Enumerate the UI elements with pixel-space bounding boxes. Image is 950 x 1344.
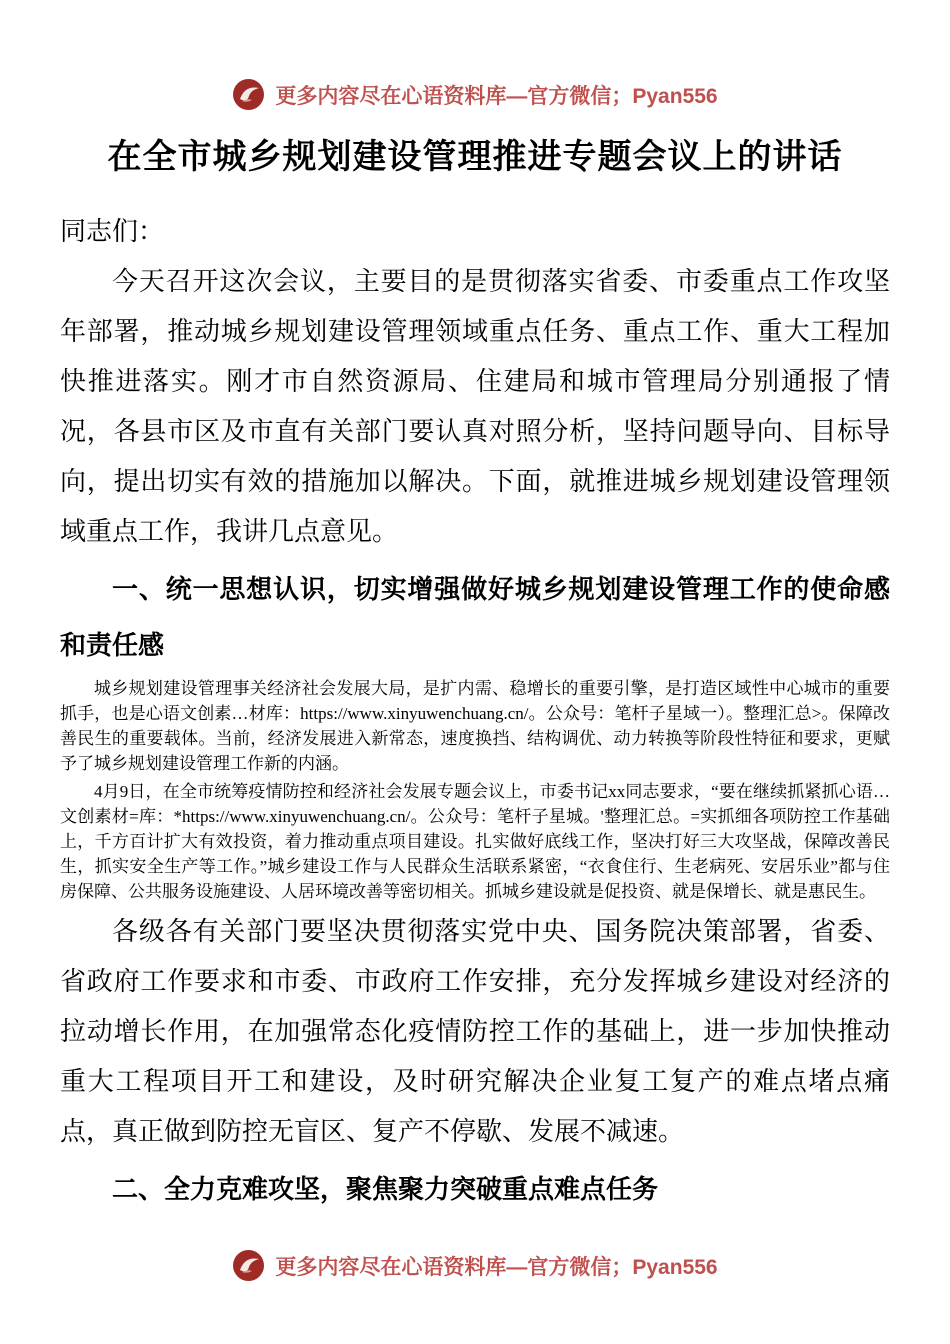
body-paragraph-1: 今天召开这次会议，主要目的是贯彻落实省委、市委重点工作攻坚年部署，推动城乡规划建设管理领域重点任务、重点工作、重大工程加快推进落实。刚才市自然资源局、住建局和城市管理局分别通报了情况，各县市区及市直有关部门要认真对照分析，坚持问题导向、目标导向，提出切实有效的措施加以解决。下面，就推进城乡规划建设管理领域重点工作，我讲几点意见。 (60, 267, 890, 546)
header-watermark (60, 0, 890, 111)
footer-watermark-text: 更多内容尽在心语资料库—官方微信；Pyan556 (275, 1255, 718, 1279)
small-paragraph-1: 城乡规划建设管理事关经济社会发展大局，是扩内需、稳增长的重要引擎，是打造区域性中心城市的重要抓手，也是心语文创素…材库：https://www.xinyuwenchuang.cn/。公众号：笔杆子星域一）。整理汇总>。保障改善民生的重要载体。当前，经济发展进入新常态，速度换挡、结构调优、动力转换等阶段性特征和要求，更赋予了城乡规划建设管理工作新的内涵。 (60, 679, 890, 773)
footer-watermark (0, 1249, 950, 1282)
header-watermark-text: 更多内容尽在心语资料库—官方微信；Pyan556 (275, 84, 718, 108)
salutation: 同志们： (60, 217, 165, 246)
section-heading-1: 一、统一思想认识，切实增强做好城乡规划建设管理工作的使命感和责任感 (60, 574, 890, 660)
section-heading-2: 二、全力克难攻坚，聚焦聚力突破重点难点任务 (112, 1174, 659, 1204)
small-paragraph-2: 4月9日，在全市统筹疫情防控和经济社会发展专题会议上，市委书记xx同志要求，“要在继续抓紧抓心语…文创素材=库：*https://www.xinyuwenchuang.cn/。公众号：笔杆子星城。'整理汇总。=实抓细各项防控工作基础上，千方百计扩大有效投资，着力推动重点项目建设。扎实做好底线工作，坚决打好三大攻坚战，保障改善民生，抓实安全生产等工作。”城乡建设工作与人民群众生活联系紧密，“衣食住行、生老病死、安居乐业”都与住房保障、公共服务设施建设、人居环境改善等密切相关。抓城乡建设就是促投资、就是保增长、就是惠民生。 (60, 782, 890, 901)
body-paragraph-2: 各级各有关部门要坚决贯彻落实党中央、国务院决策部署，省委、省政府工作要求和市委、市政府工作安排，充分发挥城乡建设对经济的拉动增长作用，在加强常态化疫情防控工作的基础上，进一步加快推动重大工程项目开工和建设，及时研究解决企业复工复产的难点堵点痛点，真正做到防控无盲区、复产不停歇、发展不减速。 (60, 917, 890, 1146)
xinyu-logo-icon (232, 78, 265, 111)
xinyu-logo-icon (232, 1249, 265, 1282)
page-title: 在全市城乡规划建设管理推进专题会议上的讲话 (107, 138, 843, 176)
